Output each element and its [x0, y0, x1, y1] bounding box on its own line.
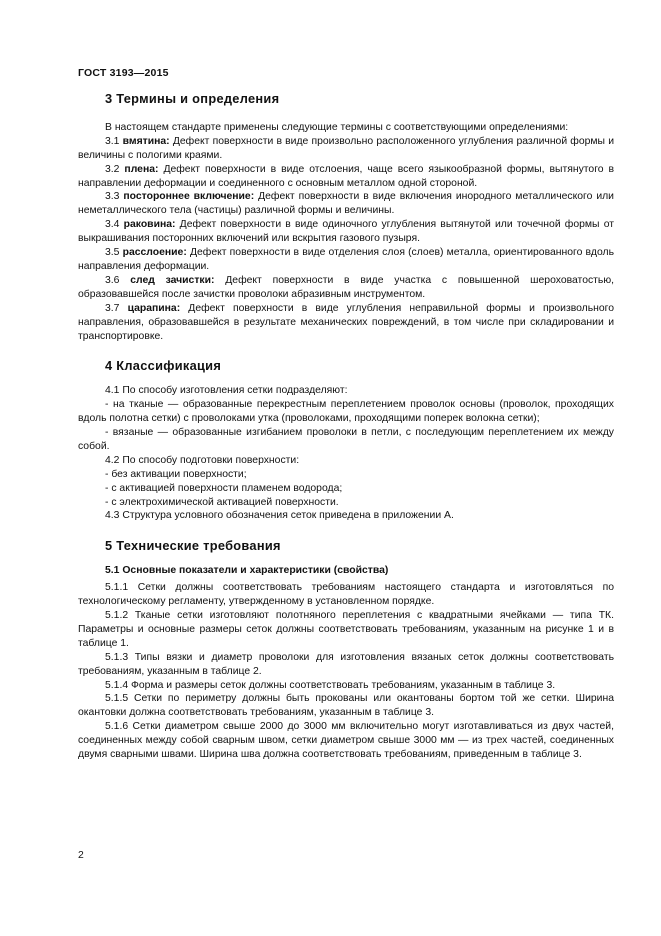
clause-5-1-6: 5.1.6 Сетки диаметром свыше 2000 до 3000 мм включительно могут изготавливаться из двух частей, соединенных между собой сварным швом, сетки диаметром свыше 3000 мм — из трех частей, соединенных двумя сварными швами. Ширина шва должна соответствовать требованиям, приведенным в таблице 3.: [78, 721, 614, 761]
clause-4-2-item-2: - с активацией поверхности пламенем водорода;: [105, 482, 343, 494]
page-number: 2: [78, 850, 84, 861]
clause-4-1-item-1: - на тканые — образованные перекрестным переплетением проволок основы (проволок, проходящих вдоль полотна сетки) с проволоками утка (проволоками, проходящими поперек волокна сетки);: [78, 399, 614, 425]
term-3-5: 3.5 расслоение: Дефект поверхности в виде отделения слоя (слоев) металла, ориентированного вдоль направления деформации.: [78, 247, 614, 272]
section-3-title: 3 Термины и определения: [105, 91, 280, 106]
section-3-intro: В настоящем стандарте применены следующие термины с соответствующими определениями:: [105, 121, 569, 133]
clause-4-2-item-1: - без активации поверхности;: [105, 468, 247, 480]
document-header: ГОСТ 3193—2015: [78, 67, 169, 79]
section-5-title: 5 Технические требования: [105, 538, 281, 554]
term-name: вмятина:: [122, 135, 170, 147]
clause-5-1-5: 5.1.5 Сетки по периметру должны быть прокованы или окантованы бортом той же сетки. Ширина окантовки должна соответствовать требованиям, указанным в таблице 3.: [78, 693, 614, 719]
section-5-1-title: 5.1 Основные показатели и характеристики (свойства): [105, 565, 389, 577]
term-3-3: 3.3 постороннее включение: Дефект поверхности в виде включения инородного металлического или неметаллического тела (частицы) различной формы и величины.: [78, 191, 614, 217]
term-3-4: 3.4 раковина: Дефект поверхности в виде одиночного углубления вытянутой или точечной формы от выкрашивания посторонних включений или вскрытия газового пузыря.: [78, 219, 615, 245]
term-name: постороннее включение:: [123, 191, 255, 203]
section-4-title: 4 Классификация: [105, 358, 222, 374]
clause-5-1-4: 5.1.4 Форма и размеры сеток должны соответствовать требованиям, указанным в таблице 3.: [105, 679, 556, 691]
term-name: расслоение:: [122, 247, 187, 259]
term-name: раковина:: [123, 219, 176, 231]
term-3-1: 3.1 вмятина: Дефект поверхности в виде произвольно расположенного углубления различной формы и величины с пологими краями.: [78, 135, 615, 161]
clause-4-3: 4.3 Структура условного обозначения сеток приведена в приложении А.: [105, 510, 454, 522]
clause-5-1-3: 5.1.3 Типы вязки и диаметр проволоки для изготовления вязаных сеток должны соответствовать требованиям, указанным в таблице 2.: [78, 651, 614, 677]
clause-5-1-1: 5.1.1 Сетки должны соответствовать требованиям настоящего стандарта и изготовляться по технологическому регламенту, утвержденному в установленном порядке.: [78, 582, 614, 608]
clause-4-2: 4.2 По способу подготовки поверхности:: [105, 454, 300, 466]
clause-4-1-item-2: - вязаные — образованные изгибанием проволоки в петли, с последующим переплетением их между собой.: [78, 427, 614, 452]
term-name: след зачистки:: [130, 274, 215, 286]
term-name: плена:: [124, 163, 159, 175]
term-3-6: 3.6 след зачистки: Дефект поверхности в виде участка с повышенной шероховатостью, образовавшейся после зачистки проволоки абразивным инструментом.: [78, 274, 615, 300]
clause-4-2-item-3: - с электрохимической активацией поверхности.: [105, 496, 339, 508]
clause-5-1-2: 5.1.2 Тканые сетки изготовляют полотняного переплетения с квадратными ячейками — типа ТК. Параметры и основные размеры сеток должны соответствовать требованиям, указанным на рисунке 1 и в таблице 1.: [78, 610, 614, 649]
clause-4-1: 4.1 По способу изготовления сетки подразделяют:: [105, 385, 348, 397]
term-3-2: 3.2 плена: Дефект поверхности в виде отслоения, чаще всего языкообразной формы, вытянутого в направлении деформации и соединенного с основным металлом одной стороной.: [78, 163, 615, 189]
term-3-7: 3.7 царапина: Дефект поверхности в виде углубления неправильной формы и произвольного направления, образовавшейся в результате механических повреждений, в том числе при складировании и транспортировке.: [78, 302, 615, 342]
term-name: царапина:: [127, 302, 181, 314]
page-content: [78, 92, 614, 762]
